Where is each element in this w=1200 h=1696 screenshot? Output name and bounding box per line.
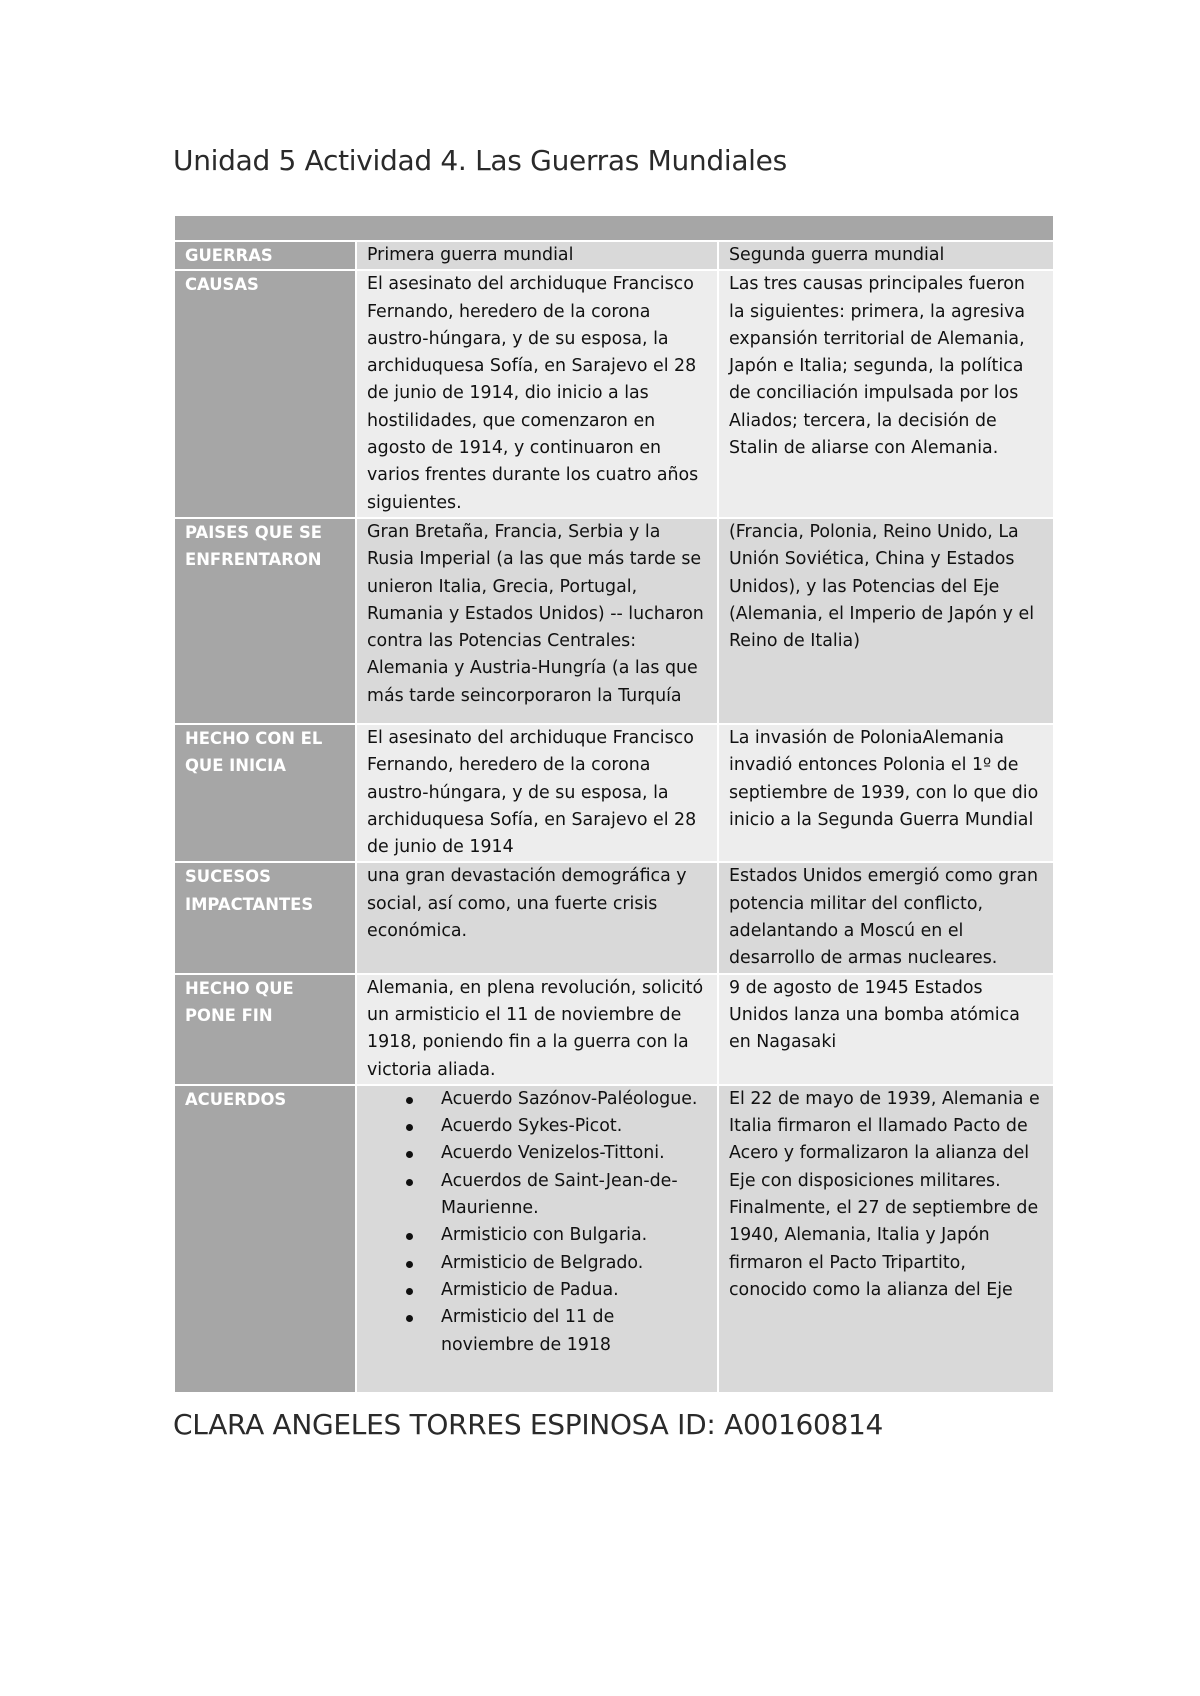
list-item: Acuerdos de Saint-Jean-de-Maurienne. <box>441 1168 709 1223</box>
row-label-causas: CAUSAS <box>174 270 356 518</box>
list-item: Acuerdo Sykes-Picot. <box>441 1113 709 1140</box>
inicio-first-war-cell: El asesinato del archiduque Francisco Fernando, heredero de la corona austro-húngara, y de su esposa, la archiduquesa Sofía, en Sarajevo el 28 de junio de 1914 <box>356 724 718 862</box>
row-label-sucesos: SUCESOS IMPACTANTES <box>174 862 356 973</box>
list-item: Armisticio de Belgrado. <box>441 1250 709 1277</box>
list-item: Acuerdo Venizelos-Tittoni. <box>441 1140 709 1167</box>
table-row-causas <box>174 270 1054 518</box>
inicio-second-war-cell: La invasión de PoloniaAlemania invadió entonces Polonia el 1º de septiembre de 1939, con lo que dio inicio a la Segunda Guerra Mundial <box>718 724 1054 862</box>
wars-table <box>173 214 1055 1394</box>
sucesos-first-war-cell: una gran devastación demográfica y social, así como, una fuerte crisis económica. <box>356 862 718 973</box>
author-line: CLARA ANGELES TORRES ESPINOSA ID: A00160814 <box>173 1408 884 1441</box>
table-row-fin <box>174 974 1054 1085</box>
list-item: Armisticio con Bulgaria. <box>441 1222 709 1249</box>
header-first-war-cell: Primera guerra mundial <box>356 241 718 270</box>
table-row-inicio <box>174 724 1054 862</box>
row-label-fin: HECHO QUE PONE FIN <box>174 974 356 1085</box>
agreements-list <box>367 1086 709 1359</box>
table-row-acuerdos <box>174 1085 1054 1393</box>
list-item: Armisticio de Padua. <box>441 1277 709 1304</box>
list-item: Acuerdo Sazónov-Paléologue. <box>441 1086 709 1113</box>
list-item: Armisticio del 11 de noviembre de 1918 <box>441 1304 709 1359</box>
table-top-band <box>174 215 1054 241</box>
fin-first-war-cell: Alemania, en plena revolución, solicitó un armisticio el 11 de noviembre de 1918, poniendo fin a la guerra con la victoria aliada. <box>356 974 718 1085</box>
wars-comparison-table <box>173 214 1053 1394</box>
row-label-acuerdos: ACUERDOS <box>174 1085 356 1393</box>
sucesos-second-war-cell: Estados Unidos emergió como gran potencia militar del conflicto, adelantando a Moscú en el desarrollo de armas nucleares. <box>718 862 1054 973</box>
header-label-cell: GUERRAS <box>174 241 356 270</box>
causas-second-war-cell: Las tres causas principales fueron la siguientes: primera, la agresiva expansión territorial de Alemania, Japón e Italia; segunda, la política de conciliación impulsada por los Aliados; tercera, la decisión de Stalin de aliarse con Alemania. <box>718 270 1054 518</box>
table-row-paises <box>174 518 1054 724</box>
paises-first-war-cell: Gran Bretaña, Francia, Serbia y la Rusia Imperial (a las que más tarde se unieron Italia, Grecia, Portugal, Rumania y Estados Unidos) -- lucharon contra las Potencias Centrales: Alemania y Austria-Hungría (a las que más tarde seincorporaron la Turquía <box>356 518 718 724</box>
acuerdos-first-war-cell <box>356 1085 718 1393</box>
acuerdos-second-war-cell: El 22 de mayo de 1939, Alemania e Italia firmaron el llamado Pacto de Acero y formalizaron la alianza del Eje con disposiciones militares. Finalmente, el 27 de septiembre de 1940, Alemania, Italia y Japón firmaron el Pacto Tripartito, conocido como la alianza del Eje <box>718 1085 1054 1393</box>
causas-first-war-cell: El asesinato del archiduque Francisco Fernando, heredero de la corona austro-húngara, y de su esposa, la archiduquesa Sofía, en Sarajevo el 28 de junio de 1914, dio inicio a las hostilidades, que comenzaron en agosto de 1914, y continuaron en varios frentes durante los cuatro años siguientes. <box>356 270 718 518</box>
header-second-war-cell: Segunda guerra mundial <box>718 241 1054 270</box>
row-label-paises: PAISES QUE SE ENFRENTARON <box>174 518 356 724</box>
fin-second-war-cell: 9 de agosto de 1945 Estados Unidos lanza una bomba atómica en Nagasaki <box>718 974 1054 1085</box>
document-title: Unidad 5 Actividad 4. Las Guerras Mundiales <box>173 144 787 177</box>
table-row-sucesos <box>174 862 1054 973</box>
table-top-band-cell <box>174 215 1054 241</box>
row-label-inicio: HECHO CON EL QUE INICIA <box>174 724 356 862</box>
table-header-row <box>174 241 1054 270</box>
paises-second-war-cell: (Francia, Polonia, Reino Unido, La Unión Soviética, China y Estados Unidos), y las Potencias del Eje (Alemania, el Imperio de Japón y el Reino de Italia) <box>718 518 1054 724</box>
